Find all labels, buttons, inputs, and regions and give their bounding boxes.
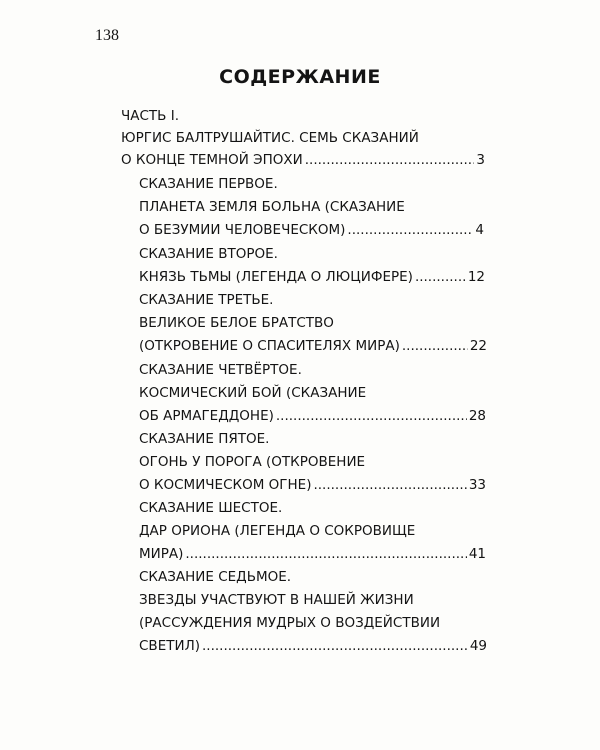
toc-entry-label: СКАЗАНИЕ ПЕРВОЕ. xyxy=(139,176,278,192)
leader-dots xyxy=(185,543,466,565)
toc-heading-entry xyxy=(121,149,485,171)
toc-entry xyxy=(139,219,484,241)
toc-entry xyxy=(139,635,487,657)
toc-entry-line: КОСМИЧЕСКИЙ БОЙ (СКАЗАНИЕ xyxy=(139,385,367,401)
toc-entry-text: О БЕЗУМИИ ЧЕЛОВЕЧЕСКОМ) xyxy=(139,222,346,238)
leader-dots xyxy=(305,149,475,171)
toc-entry xyxy=(139,474,486,496)
toc-entry-line: ОГОНЬ У ПОРОГА (ОТКРОВЕНИЕ xyxy=(139,454,366,470)
toc-entry-label: СКАЗАНИЕ ЧЕТВЁРТОЕ. xyxy=(139,362,302,378)
toc-entry-text: ОБ АРМАГЕДДОНЕ) xyxy=(139,408,274,424)
toc-entry-text: (ОТКРОВЕНИЕ О СПАСИТЕЛЯХ МИРА) xyxy=(139,338,400,354)
toc-entry-line: ПЛАНЕТА ЗЕМЛЯ БОЛЬНА (СКАЗАНИЕ xyxy=(139,199,405,215)
toc-entry-text: СВЕТИЛ) xyxy=(139,638,200,654)
toc-entry-label: СКАЗАНИЕ ПЯТОЕ. xyxy=(139,431,270,447)
toc-heading-text: О КОНЦЕ ТЕМНОЙ ЭПОХИ xyxy=(121,152,303,168)
toc-entry-text: КНЯЗЬ ТЬМЫ (ЛЕГЕНДА О ЛЮЦИФЕРЕ) xyxy=(139,269,413,285)
toc-entry-label: СКАЗАНИЕ ТРЕТЬЕ. xyxy=(139,292,274,308)
toc-entry-label: СКАЗАНИЕ СЕДЬМОЕ. xyxy=(139,569,292,585)
page-number: 138 xyxy=(95,27,119,44)
leader-dots xyxy=(202,635,468,657)
toc-part-label: ЧАСТЬ I. xyxy=(121,108,179,124)
toc-entry-line: ЗВЕЗДЫ УЧАСТВУЮТ В НАШЕЙ ЖИЗНИ xyxy=(139,592,414,608)
toc-page-number: 4 xyxy=(475,222,484,238)
leader-dots xyxy=(276,405,467,427)
toc-entry-line: (РАССУЖДЕНИЯ МУДРЫХ О ВОЗДЕЙСТВИИ xyxy=(139,615,441,631)
leader-dots xyxy=(402,335,468,357)
toc-page-number: 41 xyxy=(468,546,486,562)
toc-entry xyxy=(139,266,485,288)
toc-entry xyxy=(139,543,486,565)
toc-entry-text: МИРА) xyxy=(139,546,184,562)
toc-page-number: 28 xyxy=(468,408,486,424)
toc-entry-label: СКАЗАНИЕ ВТОРОЕ. xyxy=(139,246,278,262)
toc-heading-line: ЮРГИС БАЛТРУШАЙТИС. СЕМЬ СКАЗАНИЙ xyxy=(121,130,419,146)
leader-dots xyxy=(347,219,473,241)
page-title: СОДЕРЖАНИЕ xyxy=(219,66,381,88)
leader-dots xyxy=(313,474,466,496)
toc-entry xyxy=(139,405,486,427)
toc-entry-line: ДАР ОРИОНА (ЛЕГЕНДА О СОКРОВИЩЕ xyxy=(139,523,416,539)
toc-page-number: 3 xyxy=(476,152,485,168)
toc-page-number: 22 xyxy=(469,338,487,354)
toc-page-number: 33 xyxy=(468,477,486,493)
toc-page-number: 12 xyxy=(467,269,485,285)
toc-entry-line: ВЕЛИКОЕ БЕЛОЕ БРАТСТВО xyxy=(139,315,334,331)
leader-dots xyxy=(415,266,466,288)
toc-entry-label: СКАЗАНИЕ ШЕСТОЕ. xyxy=(139,500,283,516)
toc-entry-text: О КОСМИЧЕСКОМ ОГНЕ) xyxy=(139,477,312,493)
toc-page-number: 49 xyxy=(469,638,487,654)
toc-entry xyxy=(139,335,487,357)
